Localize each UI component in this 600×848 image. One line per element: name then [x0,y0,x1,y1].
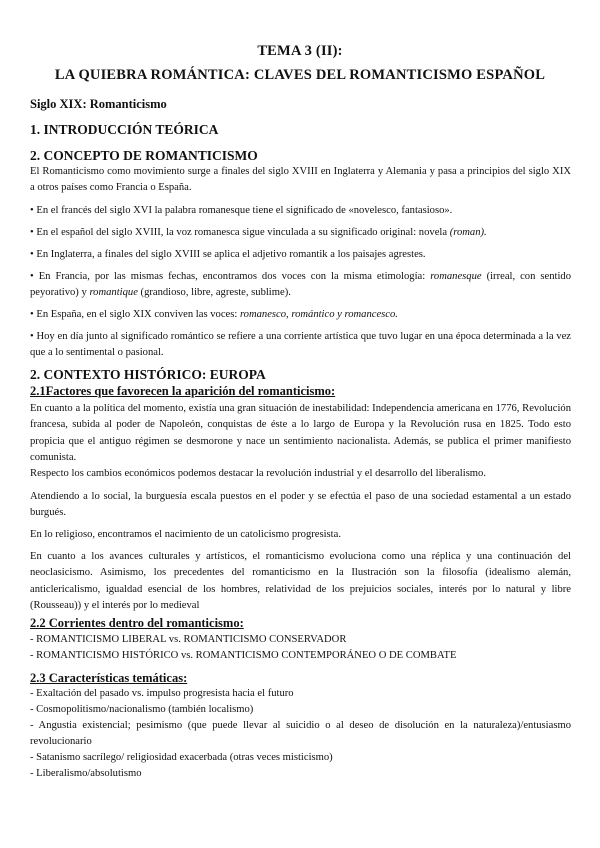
caracteristicas-list [30,686,571,782]
list-item: - Angustia existencial; pesimismo (que puede llevar al suicidio o al deseo de disolución en la naturaleza)/entusiasmo revolucionario [30,720,571,747]
list-item: - Liberalismo/absolutismo [30,768,142,779]
concept-intro-paragraph: El Romanticismo como movimiento surge a finales del siglo XVIII en Inglaterra y Alemania y pasa a principios del siglo XIX a otros países como Francia o España. [30,166,571,194]
bullet-francia: • En Francia, por las mismas fechas, encontramos dos voces con la misma etimología: romanesque (irreal, con sentido peyorativo) y romantique (grandioso, libre, agreste, sublime). [30,271,571,299]
bullet-hoy: • Hoy en día junto al significado romántico se refiere a una corriente artística que tuvo lugar en una época determinada a la vez que a lo sentimental o pasional. [30,331,571,359]
corrientes-list [30,632,571,664]
bullet-espanol: • En el español del siglo XVIII, la voz romanesca sigue vinculada a su significado original: novela (roman). [30,227,487,238]
list-item: - Exaltación del pasado vs. impulso progresista hacia el futuro [30,688,294,699]
page-subtitle: LA QUIEBRA ROMÁNTICA: CLAVES DEL ROMANTICISMO ESPAÑOL [54,67,546,83]
paragraph-politica: En cuanto a la política del momento, existía una gran situación de inestabilidad: Independencia americana en 1776, Revolución francesa, subida al poder de Napoleón, conquistas de éste a lo largo de Europa y la Revolución rusa en 1825. Todo esto propicia que el antiguo régimen se desmorone y nace un sentimiento nacionalista. Además, se publica el primer manifiesto comunista. [30,403,571,463]
paragraph-cultural: En cuanto a los avances culturales y artísticos, el romanticismo evoluciona como una réplica y una continuación del neoclasicismo. Asimismo, los precedentes del romanticismo en la Ilustración son la filosofía (idealismo alemán, anticlericalismo, igualdad esencial de los hombres, relatividad de los prejuicios sociales, interés por lo natural y libre (Rousseau)) y el interés por lo medieval [30,551,571,611]
paragraph-social: Atendiendo a lo social, la burguesía escala puestos en el poder y se efectúa el paso de una sociedad estamental a un estado burgués. [30,491,571,519]
paragraph-religioso: En lo religioso, encontramos el nacimiento de un catolicismo progresista. [30,529,341,540]
subheading-corrientes: 2.2 Corrientes dentro del romanticismo: [30,616,244,630]
list-item: - Satanismo sacrílego/ religiosidad exacerbada (otras veces misticismo) [30,752,333,763]
bullet-espana: • En España, en el siglo XIX conviven las voces: romanesco, romántico y romancesco. [30,309,398,320]
subheading-caracteristicas: 2.3 Características temáticas: [30,671,188,685]
section-heading-contexto: 2. CONTEXTO HISTÓRICO: EUROPA [30,367,266,382]
list-item: - Cosmopolitismo/nacionalismo (también localismo) [30,704,254,715]
paragraph-economicos: Respecto los cambios económicos podemos destacar la revolución industrial y el desarrollo del liberalismo. [30,468,486,479]
bullet-inglaterra: • En Inglaterra, a finales del siglo XVIII se aplica el adjetivo romantik a los paisajes agrestes. [30,249,426,260]
section-heading-concepto: 2. CONCEPTO DE ROMANTICISMO [30,148,258,163]
siglo-heading: Siglo XIX: Romanticismo [30,97,167,111]
page-title: TEMA 3 (II): [257,43,343,59]
subheading-factores: 2.1Factores que favorecen la aparición del romanticismo: [30,384,336,398]
list-item: - ROMANTICISMO LIBERAL vs. ROMANTICISMO CONSERVADOR [30,634,347,645]
bullet-frances: • En el francés del siglo XVI la palabra romanesque tiene el significado de «novelesco, fantasioso». [30,205,453,216]
list-item: - ROMANTICISMO HISTÓRICO vs. ROMANTICISMO CONTEMPORÁNEO O DE COMBATE [30,650,457,661]
section-heading-introduccion: 1. INTRODUCCIÓN TEÓRICA [30,122,219,137]
